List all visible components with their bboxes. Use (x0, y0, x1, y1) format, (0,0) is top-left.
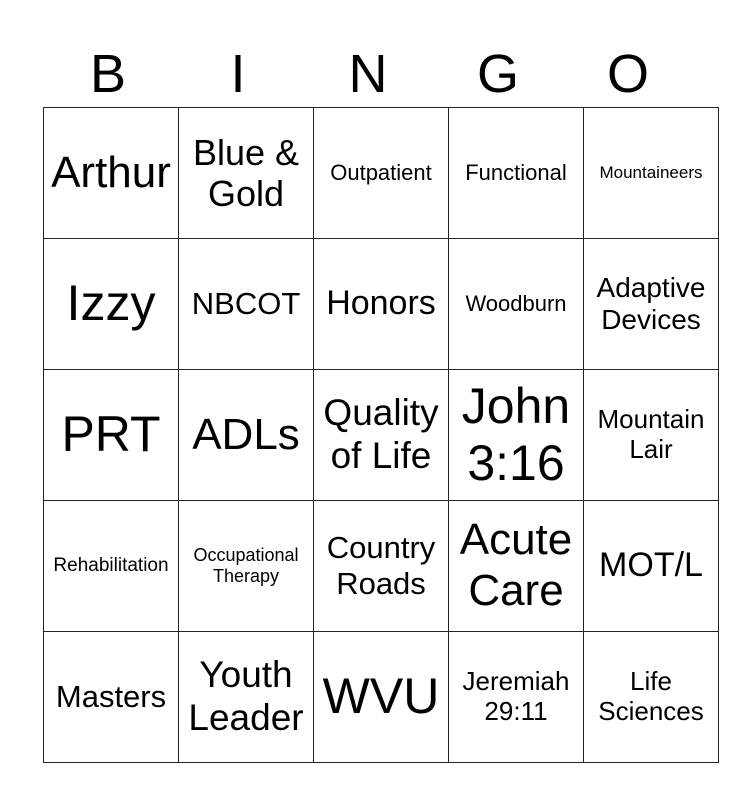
bingo-cell[interactable]: Adaptive Devices (584, 239, 719, 370)
board-row (44, 108, 719, 239)
bingo-cell[interactable]: Outpatient (314, 108, 449, 239)
header-letter-o: O (606, 44, 649, 104)
bingo-cell[interactable]: MOT/L (584, 501, 719, 632)
bingo-cell[interactable]: ADLs (179, 370, 314, 501)
bingo-cell[interactable]: Masters (44, 632, 179, 763)
header-letter-g: G (476, 44, 519, 104)
board-row (44, 370, 719, 501)
bingo-cell[interactable]: John 3:16 (449, 370, 584, 501)
bingo-cell[interactable]: Mountain Lair (584, 370, 719, 501)
board-row (44, 632, 719, 763)
bingo-cell[interactable]: Youth Leader (179, 632, 314, 763)
bingo-cell[interactable]: Life Sciences (584, 632, 719, 763)
bingo-cell[interactable]: Honors (314, 239, 449, 370)
bingo-cell[interactable]: Mountaineers (584, 108, 719, 239)
bingo-cell[interactable]: Jeremiah 29:11 (449, 632, 584, 763)
bingo-cell[interactable]: NBCOT (179, 239, 314, 370)
bingo-cell[interactable]: Acute Care (449, 501, 584, 632)
header-letter-i: I (230, 44, 246, 104)
bingo-cell[interactable]: Blue & Gold (179, 108, 314, 239)
bingo-cell[interactable]: Izzy (44, 239, 179, 370)
bingo-cell[interactable]: Arthur (44, 108, 179, 239)
board-row (44, 239, 719, 370)
bingo-cell[interactable]: Functional (449, 108, 584, 239)
bingo-cell[interactable]: Occupational Therapy (179, 501, 314, 632)
header-letter-b: B (89, 44, 127, 104)
board-row (44, 501, 719, 632)
bingo-header (43, 40, 693, 108)
bingo-cell[interactable]: Rehabilitation (44, 501, 179, 632)
bingo-board (43, 107, 719, 763)
bingo-cell[interactable]: Woodburn (449, 239, 584, 370)
bingo-cell[interactable]: Quality of Life (314, 370, 449, 501)
header-letter-n: N (348, 44, 388, 104)
bingo-cell[interactable]: PRT (44, 370, 179, 501)
bingo-cell[interactable]: WVU (314, 632, 449, 763)
bingo-cell[interactable]: Country Roads (314, 501, 449, 632)
